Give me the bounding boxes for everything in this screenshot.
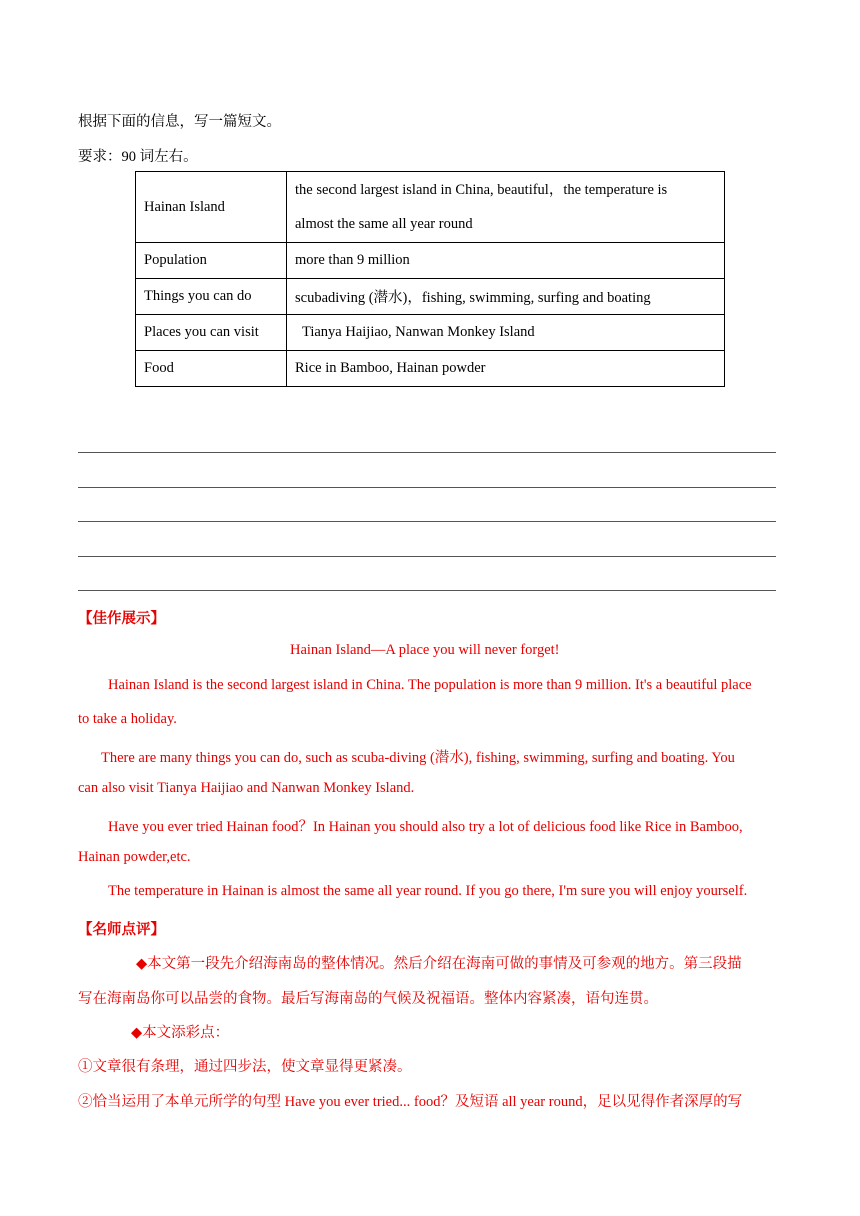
- table-row: [136, 243, 725, 279]
- essay-p3-line1: Have you ever tried Hainan food？In Hainan you should also try a lot of delicious food like Rice in Bamboo,: [108, 819, 743, 835]
- info-table: [135, 171, 725, 387]
- comment-c1-line1: ◆本文第一段先介绍海南岛的整体情况。然后介绍在海南可做的事情及可参观的地方。第三段描: [136, 956, 742, 972]
- writing-line[interactable]: [78, 556, 776, 557]
- comment-point-1: ①文章很有条理，通过四步法，使文章显得更紧凑。: [78, 1059, 412, 1075]
- comment-c2-heading: ◆本文添彩点：: [131, 1025, 230, 1041]
- row-value: Rice in Bamboo, Hainan powder: [287, 351, 725, 387]
- instruction-text: 根据下面的信息，写一篇短文。: [78, 114, 281, 130]
- essay-p2-line2: can also visit Tianya Haijiao and Nanwan Monkey Island.: [78, 780, 415, 796]
- row-label: Things you can do: [136, 279, 287, 315]
- comment-c1-line2: 写在海南岛你可以品尝的食物。最后写海南岛的气候及祝福语。整体内容紧凑，语句连贯。: [78, 991, 658, 1007]
- row-value: more than 9 million: [287, 243, 725, 279]
- row-value: Tianya Haijiao, Nanwan Monkey Island: [287, 315, 725, 351]
- requirement-text: 要求：90 词左右。: [78, 149, 198, 165]
- essay-p1-line1: Hainan Island is the second largest island in China. The population is more than 9 million. It's a beautiful place: [108, 677, 752, 693]
- row-label: Hainan Island: [136, 172, 287, 243]
- essay-p3-line2: Hainan powder,etc.: [78, 849, 191, 865]
- essay-p4-line1: The temperature in Hainan is almost the same all year round. If you go there, I'm sure you will enjoy yourself.: [108, 883, 748, 899]
- row-label: Places you can visit: [136, 315, 287, 351]
- table-row: [136, 172, 725, 243]
- row-label: Population: [136, 243, 287, 279]
- row-value: [287, 172, 725, 243]
- writing-line[interactable]: [78, 590, 776, 591]
- sample-heading: 【佳作展示】: [78, 611, 165, 627]
- comment-point-2: ②恰当运用了本单元所学的句型 Have you ever tried... food？及短语 all year round，足以见得作者深厚的写: [78, 1094, 743, 1110]
- writing-line[interactable]: [78, 487, 776, 488]
- comment-heading: 【名师点评】: [78, 922, 165, 938]
- row-label: Food: [136, 351, 287, 387]
- row-value: scubadiving (潜水)，fishing, swimming, surfing and boating: [287, 279, 725, 315]
- table-row: [136, 351, 725, 387]
- essay-p2-line1: There are many things you can do, such as scuba-diving (潜水), fishing, swimming, surfing and boating. You: [101, 750, 735, 766]
- table-row: [136, 279, 725, 315]
- row-value-line2: almost the same all year round: [295, 216, 473, 232]
- essay-p1-line2: to take a holiday.: [78, 711, 177, 727]
- essay-title: Hainan Island—A place you will never forget!: [290, 642, 560, 658]
- writing-line[interactable]: [78, 452, 776, 453]
- table-row: [136, 315, 725, 351]
- row-value-line1: the second largest island in China, beautiful，the temperature is: [295, 182, 668, 198]
- writing-line[interactable]: [78, 521, 776, 522]
